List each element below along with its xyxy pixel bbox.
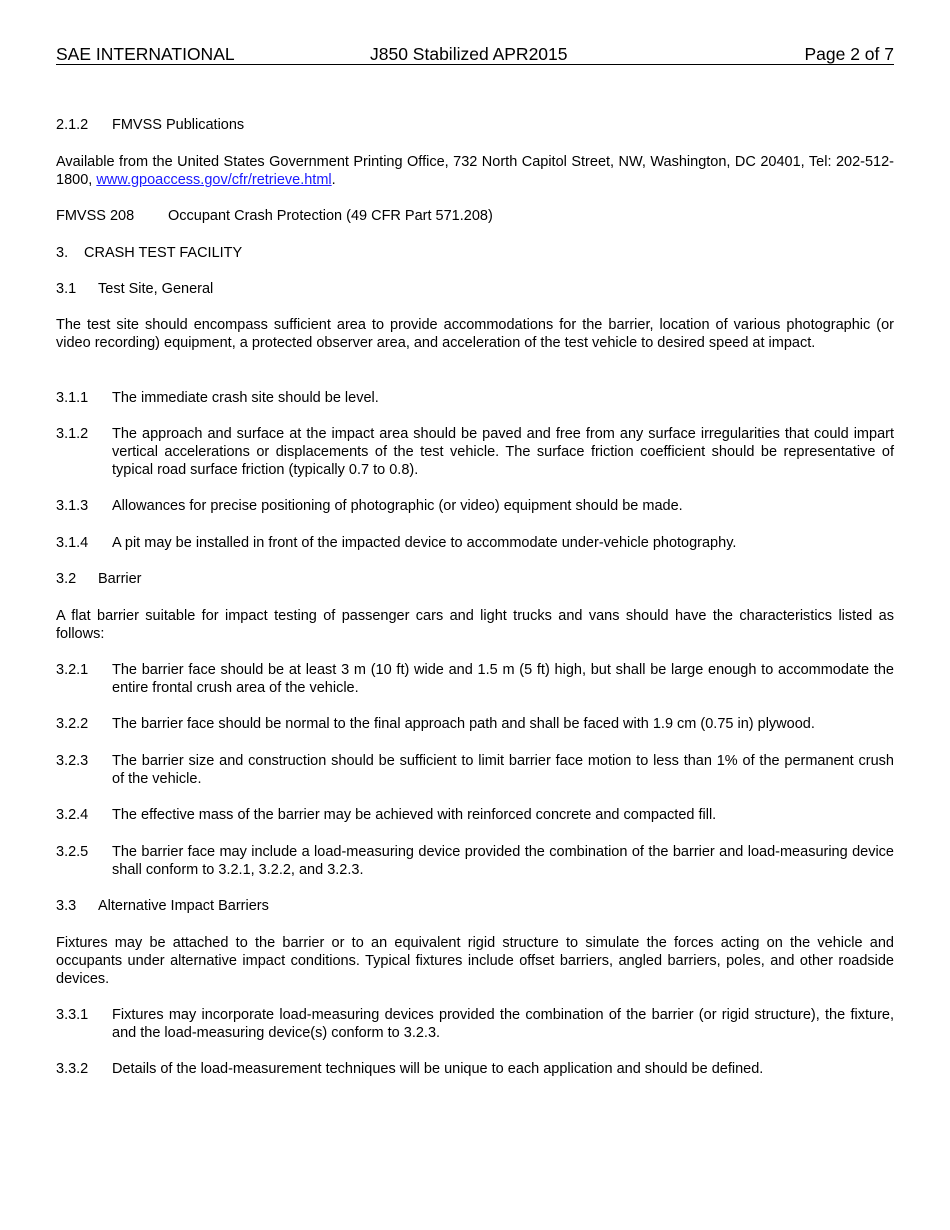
clause-number: 3.2.5 (56, 844, 89, 860)
clause-text: A pit may be installed in front of the impacted device to accommodate under-vehicle photography. (112, 535, 737, 551)
clause-number: 3.2.4 (56, 807, 89, 823)
clause-3-1-1 (56, 389, 894, 407)
reference-code: FMVSS 208 (56, 208, 135, 224)
section-title: CRASH TEST FACILITY (84, 245, 243, 261)
section-number: 3.1 (56, 281, 77, 297)
clause-text: The barrier size and construction should be sufficient to limit barrier face motion to less than 1% of the permanent crush of the vehicle. (112, 753, 894, 787)
section-3-2-heading (56, 570, 142, 588)
availability-paragraph (56, 153, 894, 189)
section-number: 3.3 (56, 898, 77, 914)
page-header (56, 44, 894, 65)
section-number: 3. (56, 245, 69, 261)
section-3-heading (56, 244, 242, 262)
clause-number: 3.3.2 (56, 1061, 89, 1077)
clause-number: 3.1.4 (56, 535, 89, 551)
clause-3-1-2 (56, 425, 894, 479)
clause-text: The barrier face should be at least 3 m (10 ft) wide and 1.5 m (5 ft) high, but shall be large enough to accommodate the entire frontal crush area of the vehicle. (112, 662, 894, 696)
clause-text: Fixtures may incorporate load-measuring devices provided the combination of the barrier (or rigid structure), the fixture, and the load-measuring device(s) conform to 3.2.3. (112, 1007, 894, 1041)
section-3-3-heading (56, 897, 269, 915)
availability-text: Available from the United States Government Printing Office, 732 North Capitol Street, NW, Washington, DC 20401, Tel: 202-512-1800, (56, 154, 894, 188)
section-number: 3.2 (56, 571, 77, 587)
clause-number: 3.1.1 (56, 390, 89, 406)
gpo-access-link[interactable]: www.gpoaccess.gov/cfr/retrieve.html (96, 172, 332, 188)
clause-text: The barrier face should be normal to the final approach path and shall be faced with 1.9 cm (0.75 in) plywood. (112, 716, 815, 732)
clause-text: The approach and surface at the impact area should be paved and free from any surface irregularities that could impart vertical accelerations or displacements of the test vehicle. The surface friction coefficient should be representative of typical road surface friction (typically 0.7 to 0.8). (112, 426, 894, 478)
section-2-1-2-heading (56, 116, 244, 134)
clause-text: The immediate crash site should be level. (112, 390, 379, 406)
clause-number: 3.3.1 (56, 1007, 89, 1023)
header-org: SAE INTERNATIONAL (56, 44, 235, 64)
clause-3-3-1 (56, 1006, 894, 1042)
section-title: Barrier (98, 571, 142, 587)
clause-text: The barrier face may include a load-measuring device provided the combination of the barrier and load-measuring device shall conform to 3.2.1, 3.2.2, and 3.2.3. (112, 844, 894, 878)
clause-number: 3.1.2 (56, 426, 89, 442)
clause-3-2-4 (56, 806, 894, 824)
header-doc-id: J850 Stabilized APR2015 (370, 44, 568, 64)
clause-text: Details of the load-measurement techniques will be unique to each application and should be defined. (112, 1061, 764, 1077)
clause-3-3-2 (56, 1060, 894, 1078)
clause-3-2-1 (56, 661, 894, 697)
clause-3-2-2 (56, 715, 894, 733)
reference-row (56, 207, 894, 225)
clause-number: 3.2.2 (56, 716, 89, 732)
section-title: Alternative Impact Barriers (98, 898, 269, 914)
section-title: FMVSS Publications (112, 117, 245, 133)
clause-number: 3.2.1 (56, 662, 89, 678)
section-3-1-heading (56, 280, 213, 298)
reference-title: Occupant Crash Protection (49 CFR Part 571.208) (168, 208, 493, 224)
clause-3-2-3 (56, 752, 894, 788)
section-title: Test Site, General (98, 281, 214, 297)
section-number: 2.1.2 (56, 117, 89, 133)
section-3-1-paragraph: The test site should encompass sufficient area to provide accommodations for the barrier, location of various photographic (or video recording) equipment, a protected observer area, and acceleration of the test vehicle to desired speed at impact. (56, 317, 894, 351)
section-3-2-paragraph: A flat barrier suitable for impact testing of passenger cars and light trucks and vans should have the characteristics listed as follows: (56, 608, 894, 642)
clause-3-1-3 (56, 497, 894, 515)
availability-end: . (331, 172, 336, 188)
clause-number: 3.2.3 (56, 753, 89, 769)
clause-3-2-5 (56, 843, 894, 879)
clause-text: The effective mass of the barrier may be achieved with reinforced concrete and compacted fill. (112, 807, 717, 823)
section-3-3-paragraph: Fixtures may be attached to the barrier or to an equivalent rigid structure to simulate the forces acting on the vehicle and occupants under alternative impact conditions. Typical fixtures include offset barriers, angled barriers, poles, and other roadside devices. (56, 935, 894, 987)
header-page-number: Page 2 of 7 (804, 44, 894, 64)
clause-text: Allowances for precise positioning of photographic (or video) equipment should be made. (112, 498, 683, 514)
clause-3-1-4 (56, 534, 894, 552)
clause-number: 3.1.3 (56, 498, 89, 514)
